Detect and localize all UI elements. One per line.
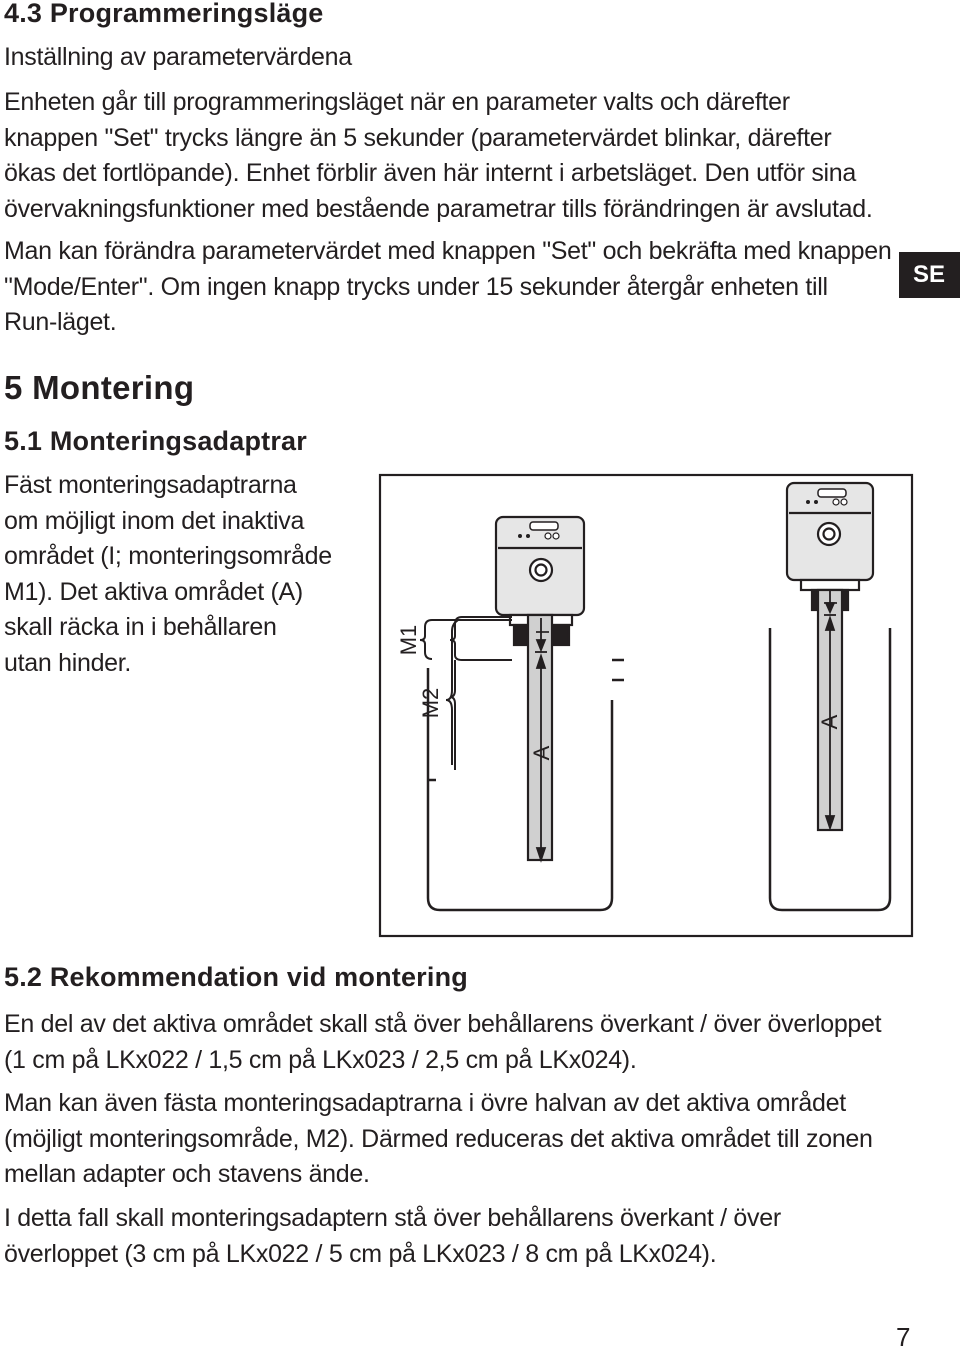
page-number: 7 <box>896 1322 911 1352</box>
text-line: skall räcka in i behållaren <box>4 613 277 641</box>
label-m1: M1 <box>395 624 421 656</box>
label-inactive-left: I <box>532 629 553 635</box>
sensor-left <box>496 517 584 860</box>
section-5-1-heading: 5.1 Monteringsadaptrar <box>4 426 307 456</box>
section-4-3-heading: 4.3 Programmeringsläge <box>4 0 324 28</box>
text-line: Man kan även fästa monteringsadaptrarna i övre halvan av det aktiva området <box>4 1089 846 1117</box>
text-line: "Mode/Enter". Om ingen knapp trycks under 15 sekunder återgår enheten till <box>4 272 828 301</box>
text-line: utan hinder. <box>4 648 132 677</box>
text-line: ökas det fortlöpande). Enhet förblir även här internt i arbetsläget. Den utför sina <box>4 159 856 187</box>
text-line: I detta fall skall monteringsadaptern stå över behållarens överkant / över <box>4 1204 781 1232</box>
text-line: (1 cm på LKx022 / 1,5 cm på LKx023 / 2,5 cm på LKx024). <box>4 1045 637 1074</box>
section-5-2-paragraph-3 <box>4 1201 781 1272</box>
text-line: Enheten går till programmeringsläget när en parameter valts och därefter <box>4 88 790 116</box>
label-m2: M2 <box>417 687 443 719</box>
m2-brace <box>446 620 458 765</box>
text-line: M1). Det aktiva området (A) <box>4 577 303 606</box>
label-active-left: A <box>528 745 554 761</box>
tank-left <box>428 660 624 910</box>
text-line: Run-läget. <box>4 308 117 336</box>
section-4-3-subheading: Inställning av parametervärdena <box>4 43 352 71</box>
text-line: knappen "Set" trycks längre än 5 sekunder (parametervärdet blinkar, därefter <box>4 123 832 152</box>
label-inactive-right: I <box>820 600 841 606</box>
text-line: mellan adapter och stavens ände. <box>4 1160 370 1188</box>
label-active-right: A <box>816 714 842 730</box>
language-tab: SE <box>899 252 960 298</box>
text-line: om möjligt inom det inaktiva <box>4 506 305 535</box>
text-line: (möjligt monteringsområde, M2). Därmed reduceras det aktiva området till zonen <box>4 1124 873 1153</box>
section-5-2-heading: 5.2 Rekommendation vid montering <box>4 962 468 992</box>
section-5-2-paragraph-1 <box>4 1007 881 1078</box>
text-line: Fäst monteringsadaptrarna <box>4 471 297 499</box>
section-5-2-paragraph-2 <box>4 1086 873 1193</box>
section-5-heading: 5 Montering <box>4 369 195 406</box>
text-line: Man kan förändra parametervärdet med knappen "Set" och bekräfta med knappen <box>4 237 892 265</box>
text-line: området (I; monteringsområde <box>4 542 332 570</box>
text-line: En del av det aktiva området skall stå över behållarens överkant / över överloppet <box>4 1010 882 1038</box>
text-line: överloppet (3 cm på LKx022 / 5 cm på LKx023 / 8 cm på LKx024). <box>4 1239 717 1268</box>
text-line: övervakningsfunktioner med bestående parametrar tills förändringen är avslutad. <box>4 194 873 223</box>
